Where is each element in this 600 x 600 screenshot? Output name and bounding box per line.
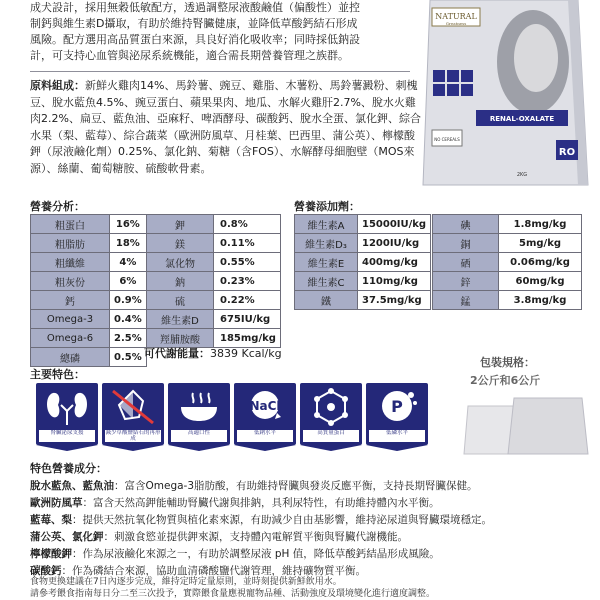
footer-line: 食物更換建議在7日內逐步完成，維持定時定量原則，並時刻提供新鮮飲用水。 xyxy=(30,577,342,587)
table-cell-value: 0.4% xyxy=(110,310,147,329)
table-row xyxy=(31,348,147,367)
additives-title: 營養添加劑： xyxy=(294,200,360,213)
table-row xyxy=(31,234,147,253)
table-row xyxy=(31,253,147,272)
svg-text:NO CEREALS: NO CEREALS xyxy=(434,137,460,142)
feature-crystal xyxy=(102,383,164,445)
intro-line: 制鈣與維生素D攝取，有助於維持腎臟健康，並降低草酸鈣結石形成 xyxy=(30,17,358,30)
table-cell-value: 18% xyxy=(110,234,147,253)
table-cell-value: 0.23% xyxy=(214,272,281,291)
table-row xyxy=(433,272,582,291)
table-cell-label: Omega-3 xyxy=(31,310,110,329)
table-row xyxy=(295,253,431,272)
intro-line: 成犬設計，採用無穀低敏配方，透過調整尿液酸鹼值（偏酸性）並控 xyxy=(30,1,360,14)
table-cell-label: 羥脯胺酸 xyxy=(147,329,214,348)
table-row xyxy=(433,291,582,310)
table-cell-label: 粗蛋白 xyxy=(31,215,110,234)
feature-caption: 減少草酸鹽結石的再形成 xyxy=(105,430,161,442)
divider xyxy=(30,71,410,72)
packaging-sizes: 2公斤和6公斤 xyxy=(470,374,541,387)
brand-logo-text: NATURAL xyxy=(435,12,477,21)
table-row xyxy=(31,272,147,291)
feature-caption: 低磷水平 xyxy=(369,430,425,442)
table-row xyxy=(433,215,582,234)
svg-text:Greatness: Greatness xyxy=(445,21,467,26)
table-cell-value: 5mg/kg xyxy=(499,234,582,253)
table-cell-value: 0.9% xyxy=(110,291,147,310)
table-row xyxy=(295,215,431,234)
table-cell-label: 維生素C xyxy=(295,272,358,291)
analysis-table xyxy=(30,214,147,367)
table-cell-value: 37.5mg/kg xyxy=(358,291,431,310)
table-cell-label: 維生素D xyxy=(147,310,214,329)
list-item: 脫水藍魚、藍魚油：富含Omega-3脂肪酸，有助維持腎臟與發炎反應平衡，支持長期腎臟保健。 xyxy=(30,480,478,492)
nacl-icon xyxy=(241,387,289,427)
table-cell-value: 0.06mg/kg xyxy=(499,253,582,272)
calorie-line xyxy=(144,345,282,361)
table-cell-value: 1200IU/kg xyxy=(358,234,431,253)
analysis-title: 營養分析： xyxy=(30,200,85,213)
crystal-icon xyxy=(109,387,157,427)
table-cell-label: 維生素E xyxy=(295,253,358,272)
table-cell-label: 總磷 xyxy=(31,348,110,367)
svg-text:RENAL-OXALATE: RENAL-OXALATE xyxy=(489,115,555,123)
ingredients-text: 新鮮火雞肉14%、馬鈴薯、豌豆、雞脂、木薯粉、馬鈴薯澱粉、刺槐豆、脫水藍魚4.5%、豌豆蛋白、蘋果果肉、地瓜、水解火雞肝2.7%、脫水火雞肉2.2%、扁豆、藍魚油、亞麻籽、啤酒酵母、碳酸鈣、脫水全蛋、氯化鉀、綜合水果（梨、藍莓）、綜合蔬菜（歐洲防風草、月桂葉、巴西里、蒲公英）、檸檬酸鉀（尿液鹼化劑）0.25%、氯化鈉、菊糖（含FOS）、水解酵母細胞壁（MOS來源）、絲蘭、葡萄糖胺、硫酸軟骨素。 xyxy=(30,79,421,175)
table-row xyxy=(147,310,281,329)
list-item: 碳酸鈣：作為磷結合來源，協助血清磷酸鹽代謝管理，維持礦物質平衡。 xyxy=(30,565,366,577)
feature-low-sodium xyxy=(234,383,296,445)
table-cell-label: 鐵 xyxy=(295,291,358,310)
feature-low-phosphorus xyxy=(366,383,428,445)
svg-text:NaCl: NaCl xyxy=(249,399,281,413)
table-row xyxy=(147,215,281,234)
feature-protein xyxy=(300,383,362,445)
table-cell-value: 400mg/kg xyxy=(358,253,431,272)
feature-palatability xyxy=(168,383,230,445)
table-cell-label: Omega-6 xyxy=(31,329,110,348)
phosphorus-icon xyxy=(373,387,421,427)
table-cell-label: 鈣 xyxy=(31,291,110,310)
table-cell-label: 氯化物 xyxy=(147,253,214,272)
analysis-table-2 xyxy=(146,214,281,348)
ingredients-block xyxy=(30,78,422,177)
table-row xyxy=(433,253,582,272)
table-cell-label: 鈉 xyxy=(147,272,214,291)
table-cell-label: 鋅 xyxy=(433,272,499,291)
calorie-label: 可代謝能量： xyxy=(144,347,210,360)
table-cell-value: 4% xyxy=(110,253,147,272)
table-cell-value: 2.5% xyxy=(110,329,147,348)
table-row xyxy=(295,272,431,291)
table-cell-value: 0.11% xyxy=(214,234,281,253)
table-cell-value: 60mg/kg xyxy=(499,272,582,291)
table-row xyxy=(147,253,281,272)
table-row xyxy=(31,215,147,234)
table-row xyxy=(295,234,431,253)
table-row xyxy=(31,329,147,348)
table-cell-label: 維生素D₃ xyxy=(295,234,358,253)
table-cell-label: 鉀 xyxy=(147,215,214,234)
table-cell-value: 0.22% xyxy=(214,291,281,310)
table-cell-value: 185mg/kg xyxy=(214,329,281,348)
table-cell-value: 110mg/kg xyxy=(358,272,431,291)
additives-table-2 xyxy=(432,214,582,310)
calorie-value: 3839 Kcal/kg xyxy=(210,347,282,360)
special-list xyxy=(30,478,590,580)
table-row xyxy=(295,291,431,310)
table-row xyxy=(147,234,281,253)
table-row xyxy=(31,310,147,329)
table-cell-label: 鎂 xyxy=(147,234,214,253)
feature-caption: 腎臟泌尿支援 xyxy=(39,430,95,442)
svg-text:RO: RO xyxy=(558,147,576,158)
footer-line: 請參考餵食指南每日分二至三次投予，實際餵食量應視寵物品種、活動強度及環境變化進行適度調整。 xyxy=(30,589,436,599)
list-item: 藍莓、梨：提供天然抗氧化物質與植化素來源，有助減少自由基影響，維持泌尿道與腎臟環境穩定。 xyxy=(30,514,492,526)
svg-text:2KG: 2KG xyxy=(516,172,528,178)
list-item: 蒲公英、氯化鉀：刺激食慾並提供鉀來源，支持體內電解質平衡與腎臟代謝機能。 xyxy=(30,531,408,543)
table-cell-label: 硒 xyxy=(433,253,499,272)
table-cell-label: 粗灰份 xyxy=(31,272,110,291)
table-cell-label: 銅 xyxy=(433,234,499,253)
list-item: 檸檬酸鉀：作為尿液鹼化來源之一，有助於調整尿液 pH 值，降低草酸鈣結晶形成風險。 xyxy=(30,548,440,560)
table-cell-value: 16% xyxy=(110,215,147,234)
feature-caption: 低鈉水平 xyxy=(237,430,293,442)
special-title: 特色營養成分： xyxy=(30,462,107,475)
table-cell-value: 675IU/kg xyxy=(214,310,281,329)
intro-paragraph xyxy=(30,0,422,64)
packaging-title: 包裝規格： xyxy=(480,356,535,369)
list-item: 歐洲防風草：富含天然高鉀能輔助腎臟代謝與排鈉，具利尿特性，有助維持體內水平衡。 xyxy=(30,497,440,509)
product-bag-image xyxy=(418,0,593,190)
table-cell-value: 6% xyxy=(110,272,147,291)
bowl-icon xyxy=(175,387,223,427)
feeding-note xyxy=(30,576,590,600)
table-cell-value: 15000IU/kg xyxy=(358,215,431,234)
molecule-icon xyxy=(307,387,355,427)
intro-line: 風險。配方選用高品質蛋白來源，具良好消化吸收率；同時採低鈉設 xyxy=(30,33,360,46)
feature-kidney xyxy=(36,383,98,445)
features-title: 主要特色： xyxy=(30,368,85,381)
table-cell-value: 0.5% xyxy=(110,348,147,367)
table-cell-label: 碘 xyxy=(433,215,499,234)
table-cell-label: 粗脂肪 xyxy=(31,234,110,253)
svg-text:P: P xyxy=(391,397,403,416)
table-cell-label: 硫 xyxy=(147,291,214,310)
table-cell-label: 維生素A xyxy=(295,215,358,234)
ingredients-label: 原料組成： xyxy=(30,79,85,92)
table-row xyxy=(147,291,281,310)
table-row xyxy=(433,234,582,253)
intro-line: 計，可支持心血管與泌尿系統機能，適合需長期營養管理之族群。 xyxy=(30,49,349,62)
feature-caption: 高質量蛋白 xyxy=(303,430,359,442)
additives-table xyxy=(294,214,431,310)
table-row xyxy=(147,272,281,291)
table-cell-value: 0.8% xyxy=(214,215,281,234)
packaging-bags-image xyxy=(460,396,590,456)
table-cell-value: 3.8mg/kg xyxy=(499,291,582,310)
kidney-icon xyxy=(43,387,91,427)
table-cell-value: 1.8mg/kg xyxy=(499,215,582,234)
table-cell-value: 0.55% xyxy=(214,253,281,272)
table-cell-label: 粗纖維 xyxy=(31,253,110,272)
feature-caption: 高適口性 xyxy=(171,430,227,442)
table-cell-label: 錳 xyxy=(433,291,499,310)
table-row xyxy=(31,291,147,310)
